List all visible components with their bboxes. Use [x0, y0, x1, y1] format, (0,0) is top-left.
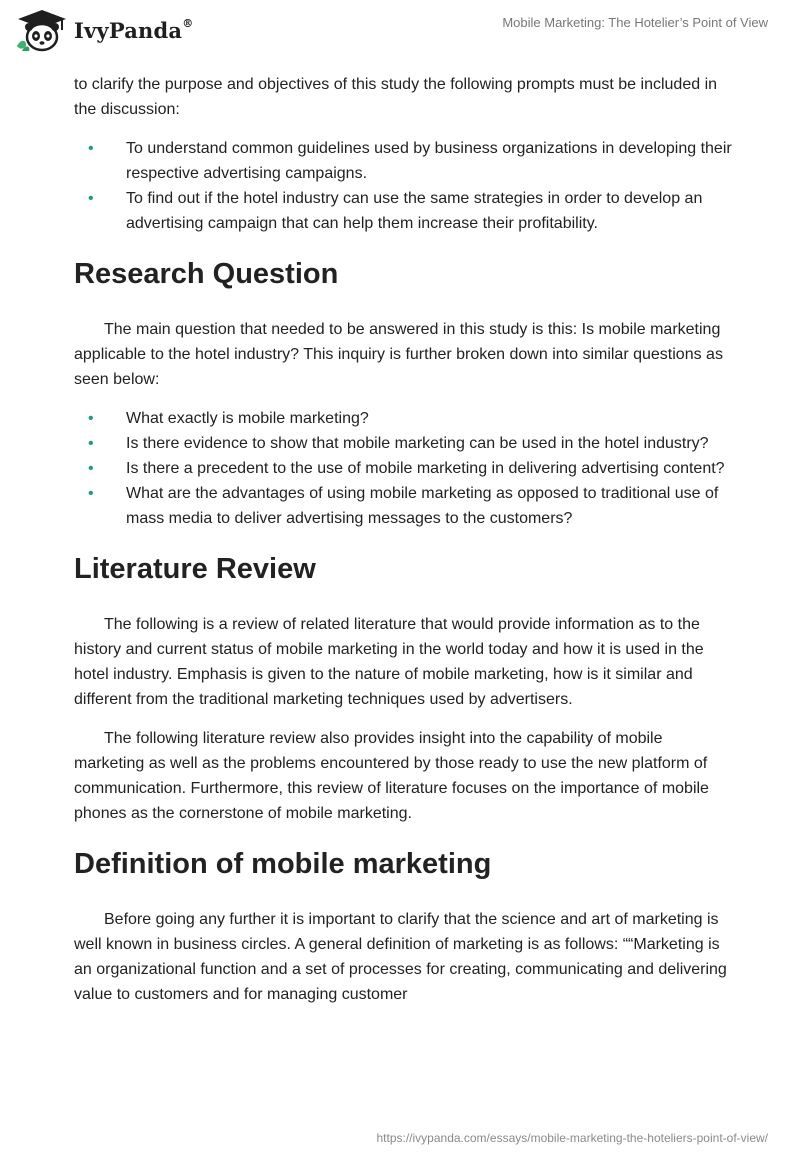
objectives-list — [74, 136, 734, 236]
bullet-icon: • — [88, 460, 94, 477]
bullet-icon: • — [88, 485, 94, 502]
bullet-icon: • — [88, 435, 94, 452]
research-questions-list — [74, 406, 734, 531]
list-item: • Is there evidence to show that mobile marketing can be used in the hotel industry? — [74, 431, 734, 456]
intro-paragraph: to clarify the purpose and objectives of this study the following prompts must be included in the discussion: — [74, 76, 718, 118]
logo-wordmark: IvyPanda® — [74, 16, 194, 43]
bullet-icon: • — [88, 410, 94, 427]
list-item: • What are the advantages of using mobile marketing as opposed to traditional use of mass media to deliver advertising messages to the customers? — [74, 481, 734, 531]
list-item: • What exactly is mobile marketing? — [74, 406, 734, 431]
section-heading-literature-review: Literature Review — [74, 553, 316, 585]
definition-paragraph: Before going any further it is important to clarify that the science and art of marketing is well known in business circles. A general definition of marketing is as follows: ““Marketing is an organizational function and a set of processes for creating, communicating and delivering value to customers and for managing customer — [74, 911, 727, 1003]
section-heading-definition: Definition of mobile marketing — [74, 848, 492, 880]
list-item: • To understand common guidelines used by business organizations in developing their respective advertising campaigns. — [74, 136, 734, 186]
literature-paragraph-1: The following is a review of related literature that would provide information as to the history and current status of mobile marketing in the world today and how it is used in the hotel industry. Emphasis is given to the nature of mobile marketing, how is it similar and different from the traditional marketing techniques used by advertisers. — [74, 616, 704, 708]
list-item: • To find out if the hotel industry can use the same strategies in order to develop an advertising campaign that can help them increase their profitability. — [74, 186, 734, 236]
research-paragraph: The main question that needed to be answered in this study is this: Is mobile marketing applicable to the hotel industry? This inquiry is further broken down into similar questions as seen below: — [74, 321, 723, 388]
literature-paragraph-2: The following literature review also provides insight into the capability of mobile marketing as well as the problems encountered by those ready to use the new platform of communication. Furthermore, this review of literature focuses on the importance of mobile phones as the cornerstone of mobile marketing. — [74, 730, 709, 822]
document-title: Mobile Marketing: The Hotelier’s Point of View — [502, 15, 768, 30]
source-url-link[interactable]: https://ivypanda.com/essays/mobile-marketing-the-hoteliers-point-of-view/ — [376, 1131, 768, 1145]
section-heading-research-question: Research Question — [74, 258, 339, 290]
bullet-icon: • — [88, 140, 94, 157]
page-header — [0, 0, 800, 70]
ivypanda-logo[interactable] — [14, 8, 193, 52]
panda-logo-icon — [14, 8, 70, 52]
list-item: • Is there a precedent to the use of mobile marketing in delivering advertising content? — [74, 456, 734, 481]
essay-content — [74, 72, 734, 1021]
bullet-icon: • — [88, 190, 94, 207]
